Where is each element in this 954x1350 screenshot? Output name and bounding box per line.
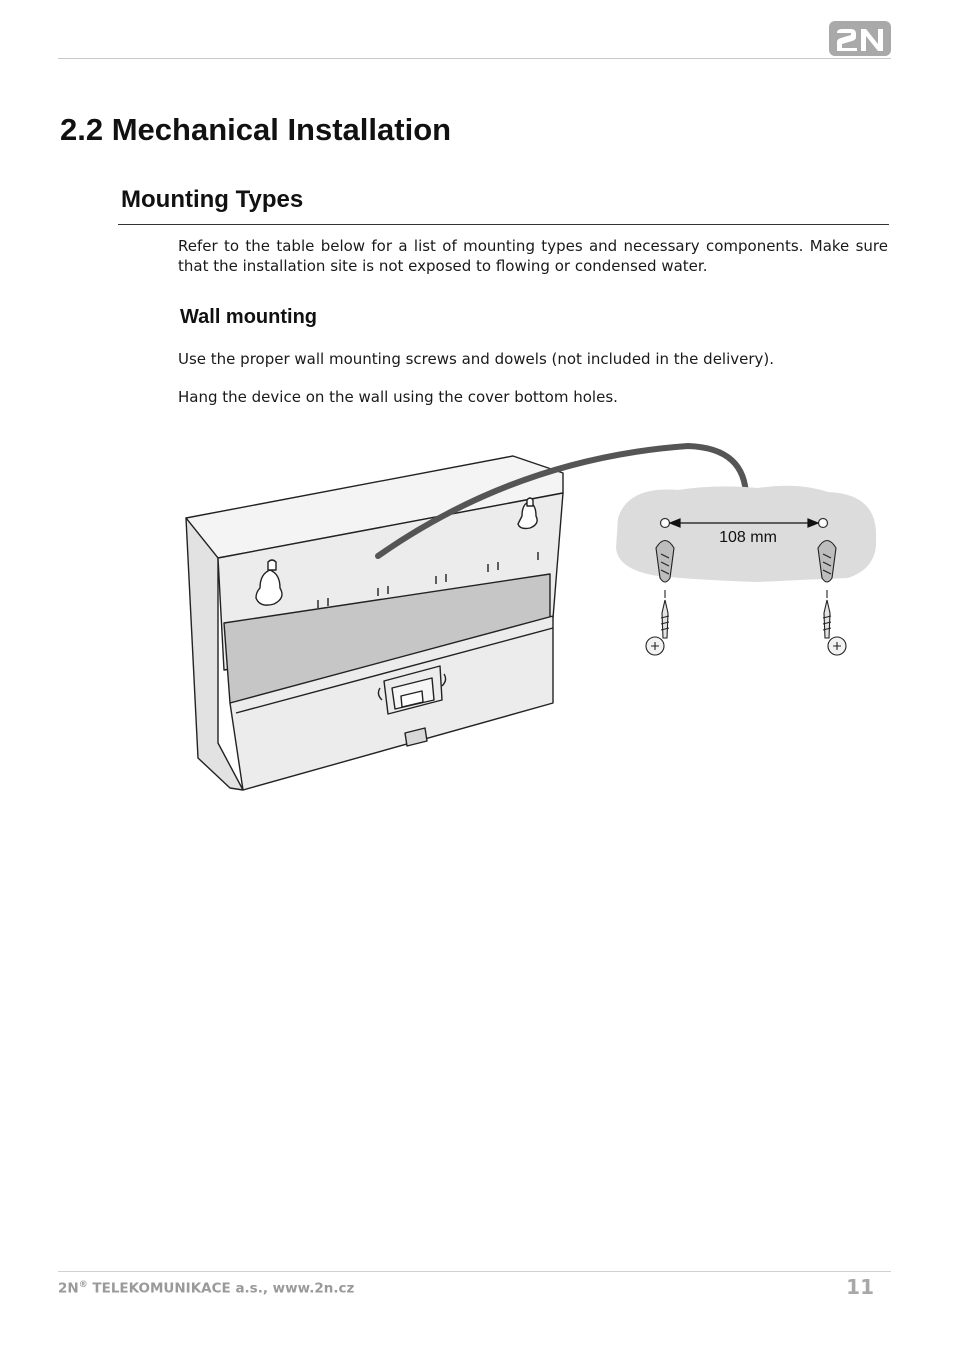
screws-paragraph: Use the proper wall mounting screws and dowels (not included in the delivery). <box>178 350 775 368</box>
header-rule <box>58 58 891 59</box>
wall-mounting-heading: Wall mounting <box>180 306 318 328</box>
screws <box>646 590 846 655</box>
dimension-label: 108 mm <box>719 529 777 546</box>
hang-paragraph: Hang the device on the wall using the cover bottom holes. <box>178 388 618 406</box>
registered-mark: ® <box>78 1280 88 1290</box>
device-illustration <box>186 456 563 790</box>
mounting-types-heading: Mounting Types <box>121 186 304 213</box>
footer-brand: 2N <box>58 1280 79 1297</box>
footer-company-text: TELEKOMUNIKACE a.s., www.2n.cz <box>87 1280 355 1297</box>
2n-logo <box>828 20 892 57</box>
wall-mounting-figure <box>178 438 890 798</box>
intro-paragraph: Refer to the table below for a list of mounting types and necessary components. Make sure that the installation site is not exposed to flowing or condensed water. <box>178 237 888 275</box>
footer-company <box>58 1280 354 1297</box>
footer-rule <box>58 1271 891 1272</box>
heading-rule <box>118 224 889 225</box>
page-number: 11 <box>846 1275 874 1299</box>
section-title: 2.2 Mechanical Installation <box>60 112 452 147</box>
